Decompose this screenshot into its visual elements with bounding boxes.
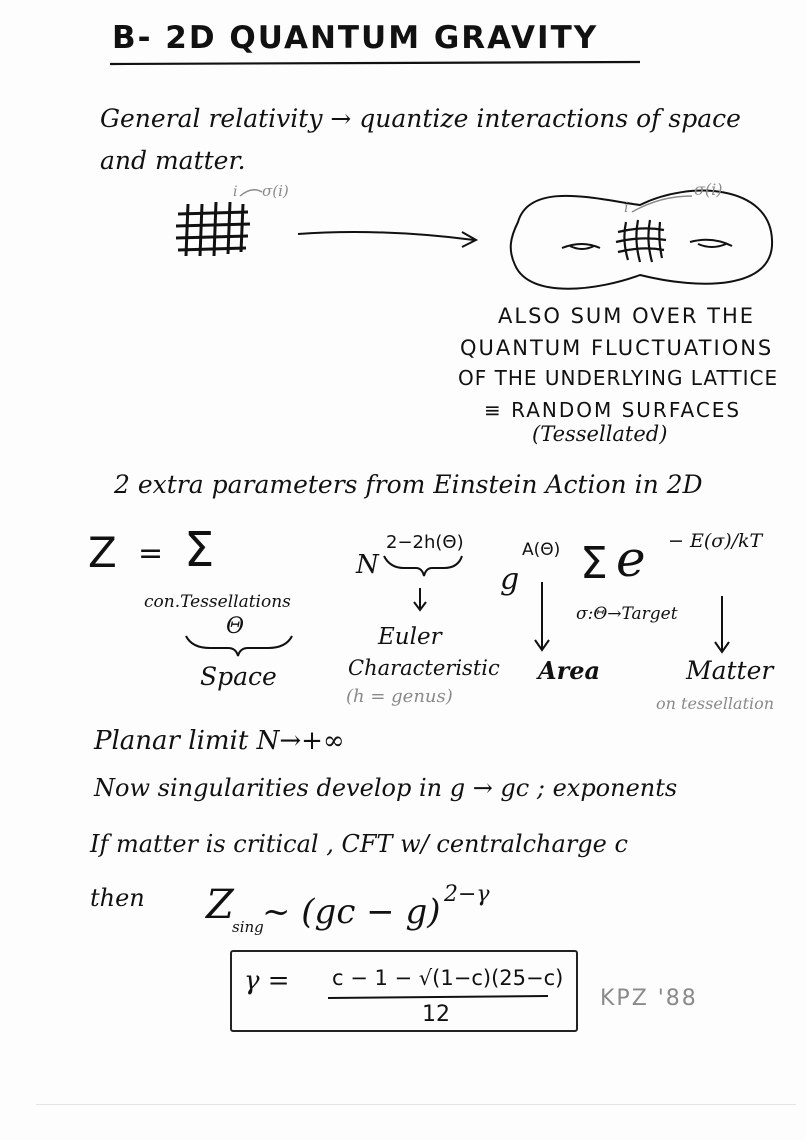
g-symbol: g [500,562,520,597]
sum-note-line-4: ≡ RANDOM SURFACES [484,398,742,422]
scaling-Z: Z [206,882,234,928]
left-sigma-label: σ(i) [262,182,289,200]
kpz-gamma: γ = [244,966,290,996]
page-title: B- 2D QUANTUM GRAVITY [112,20,599,56]
e-symbol: e [616,530,646,588]
N-symbol: N [356,550,379,580]
theta-brace [186,636,292,656]
area-label: Area [538,656,601,685]
intro-line-2: and matter. [100,146,246,175]
area-arrow [535,582,549,650]
scaling-exponent: 2−γ [444,882,490,907]
euler-arrow [414,588,426,610]
map-arrow [298,232,476,247]
theta-label: Θ [226,614,245,639]
inner-sum-subscript: σ:Θ→Target [576,604,678,624]
scaling-relation: ~ (gc − g) [262,892,441,932]
kpz-denominator: 12 [422,1002,450,1027]
partition-sum-symbol: Σ [184,522,215,578]
e-exponent: − E(σ)/kT [668,530,763,552]
critical-line: If matter is critical , CFT w/ centralcharge c [90,830,628,858]
intro-line-1: General relativity → quantize interactions of space [100,104,741,133]
kpz-numerator: c − 1 − √(1−c)(25−c) [332,966,564,990]
curved-lattice [616,220,666,262]
sum-note-line-2: QUANTUM FLUCTUATIONS [460,336,774,360]
planar-limit: Planar limit N→+∞ [94,726,345,756]
sum-note-line-3: OF THE UNDERLYING LATTICE [458,366,779,390]
right-sigma-label: σ(i) [694,180,723,199]
page-bottom-edge [36,1104,796,1105]
space-label: Space [200,662,277,691]
square-lattice [176,202,250,256]
characteristic-label: Characteristic [348,656,500,680]
matter-note: on tessellation [656,694,775,713]
left-sigma-arrow [240,190,262,196]
extra-parameters: 2 extra parameters from Einstein Action in 2D [114,470,703,499]
scaling-subscript: sing [232,918,264,936]
partition-equals: = [138,536,164,571]
sum-note-line-1: ALSO SUM OVER THE [498,304,756,328]
sum-note-line-5: (Tessellated) [532,422,668,446]
sum-subscript: con.Tessellations [144,592,291,612]
inner-sum-symbol: Σ [580,538,608,589]
kpz-reference: KPZ '88 [600,986,698,1011]
exponent-brace [384,556,462,576]
singularities-line: Now singularities develop in g → gc ; exponents [94,774,678,802]
title-underline [110,62,640,64]
partition-Z: Z [88,528,117,577]
double-torus [511,191,772,289]
matter-label: Matter [686,656,774,685]
g-exponent: A(Θ) [522,540,561,560]
matter-arrow [715,596,729,652]
N-exponent: 2−2h(Θ) [386,532,464,553]
euler-label: Euler [378,624,442,650]
left-index-label: i [233,184,238,200]
right-index-label: i [624,200,629,216]
then-label: then [90,884,145,912]
genus-note: (h = genus) [346,686,453,707]
